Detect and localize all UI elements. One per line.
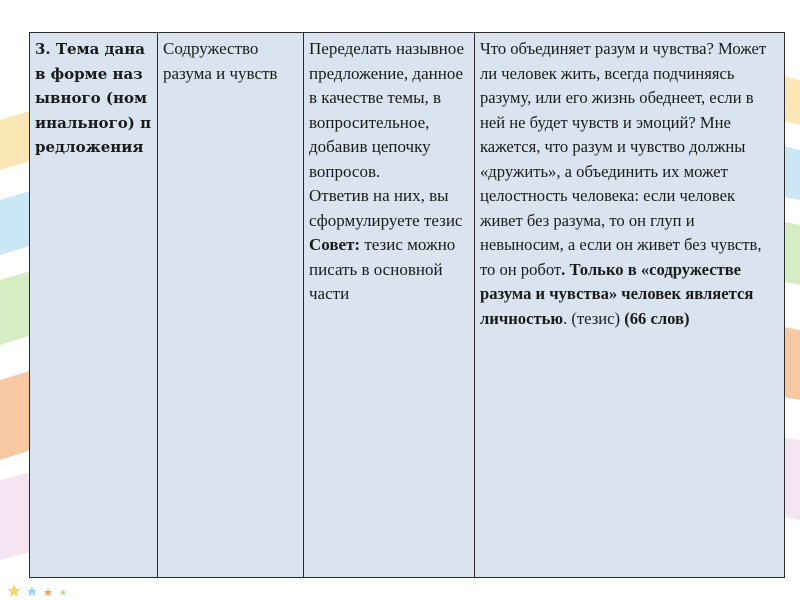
cell-instruction	[304, 33, 475, 578]
cell-topic-type	[30, 33, 158, 578]
topic-type-text: 3. Тема дана в форме назывного (номинального) предложения	[35, 40, 152, 156]
example-text: Что объединяет разум и чувства? Может ли человек жить, всегда подчиняясь разуму, или его жизнь обеднеет, если в ней не будет чувств и эмоций? Мне кажется, что разум и чувство должны «дружить», а объединить их может целостность человека: если человек живет без разума, то он глуп и невыносим, а если он живет без чувств, то он робот	[480, 39, 767, 279]
table-row	[30, 33, 785, 578]
example-period: .	[561, 259, 566, 279]
cell-example	[475, 33, 785, 578]
thesis-label: . (тезис)	[563, 308, 625, 328]
word-count: (66 слов)	[624, 308, 690, 328]
instruction-text-2: Ответив на них, вы сформулируете тезис	[309, 186, 463, 230]
star-decoration-icon	[8, 582, 78, 598]
advice-label: Совет:	[309, 235, 361, 254]
advice-text: тезис можно писать в основной части	[309, 235, 456, 303]
content-table	[29, 32, 785, 578]
thesis-text: Только в «содружестве разума и чувства» человек является личностью	[480, 259, 754, 328]
cell-topic	[158, 33, 304, 578]
topic-text: Содружество разума и чувств	[163, 39, 278, 83]
instruction-text-1: Переделать назывное предложение, данное в качестве темы, в вопросительное, добавив цепочку вопросов.	[309, 39, 465, 181]
